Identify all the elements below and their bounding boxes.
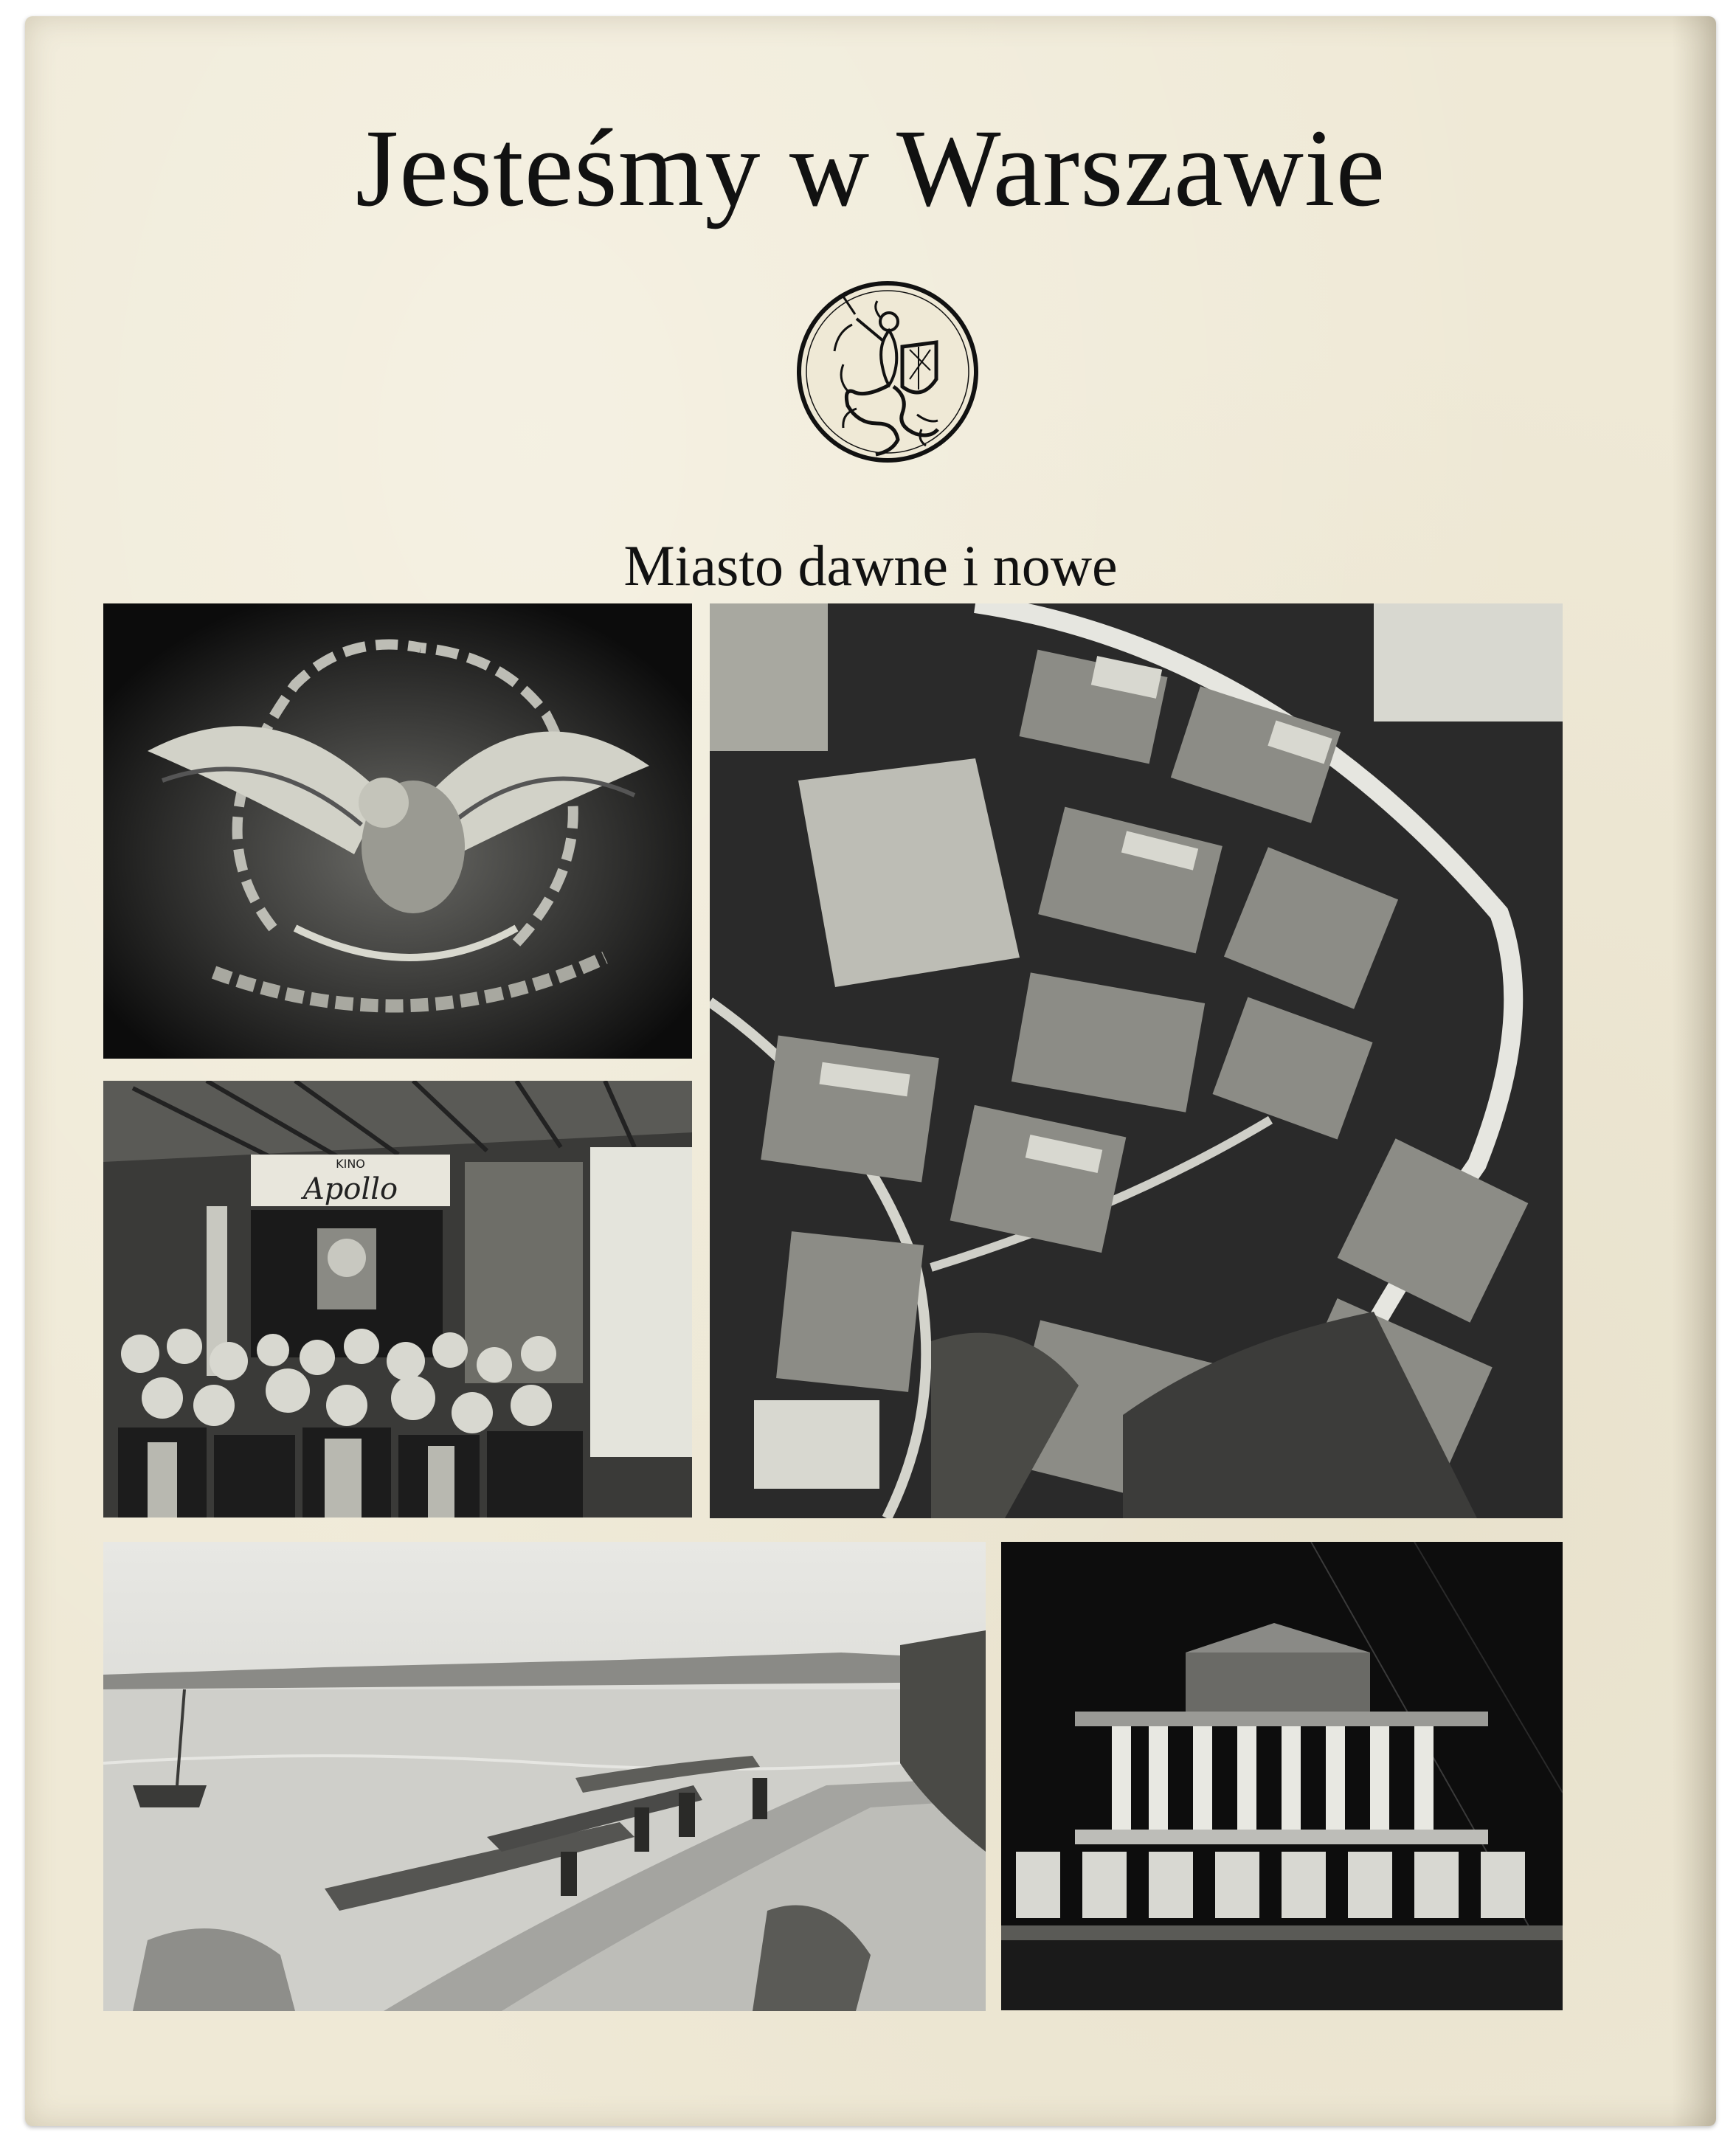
cover-title: Jesteśmy w Warszawie [355,107,1386,229]
river-boats-photo [103,1542,986,2011]
cinema-crowd-photo [103,1081,692,1518]
cinema-sign-top: KINO [336,1157,365,1171]
cover-subtitle: Miasto dawne i nowe [623,533,1118,598]
aerial-old-town-photo [710,603,1563,1518]
eagle-emblem-photo [103,603,692,1059]
cover-edge-shade [1672,16,1716,2126]
warsaw-mermaid-seal-icon [792,276,983,468]
cinema-sign-name: Apollo [302,1172,398,1206]
theatre-at-night-photo [1001,1542,1563,2010]
